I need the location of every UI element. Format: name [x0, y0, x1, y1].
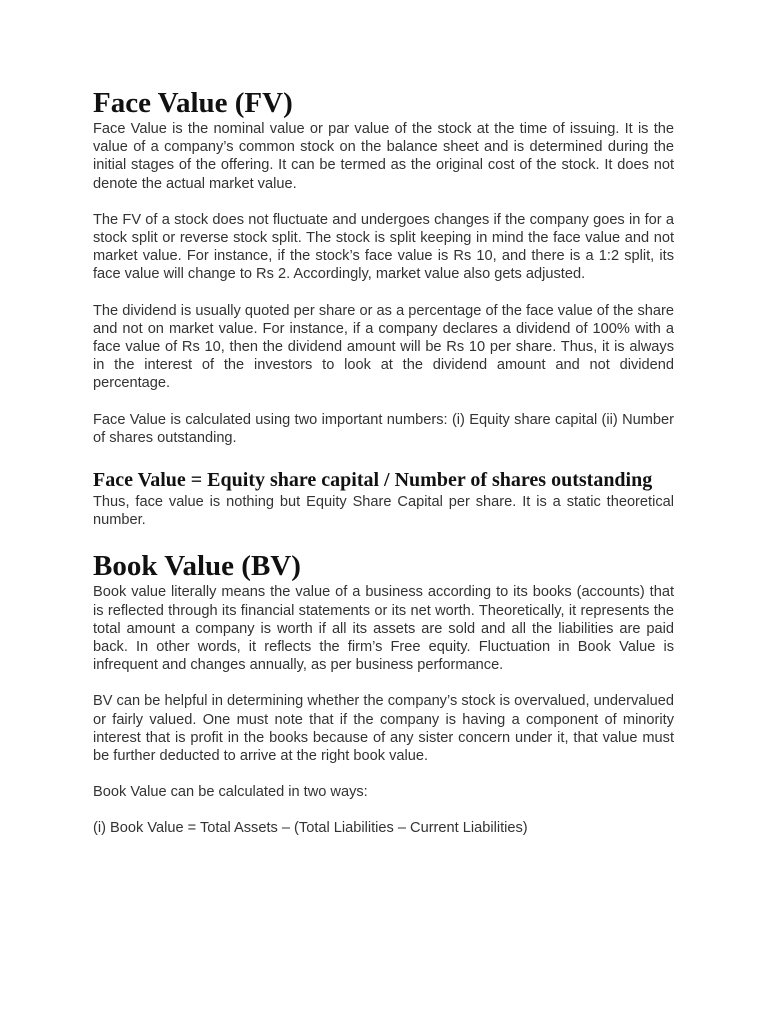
fv-paragraph-2: The FV of a stock does not fluctuate and undergoes changes if the company goes in for a stock split or reverse stock split. The stock is split keeping in mind the face value and not market value. For instance, if the stock’s face value is Rs 10, and there is a 1:2 split, its face value will change to Rs 2. Accordingly, market value also gets adjusted. — [93, 211, 674, 283]
fv-paragraph-4: Face Value is calculated using two important numbers: (i) Equity share capital (ii) Number of shares outstanding. — [93, 411, 674, 446]
fv-paragraph-3: The dividend is usually quoted per share or as a percentage of the face value of the share and not on market value. For instance, if a company declares a dividend of 100% with a face value of Rs 10, then the dividend amount will be Rs 10 per share. Thus, it is always in the interest of the investors to look at the dividend amount and not dividend percentage. — [93, 302, 674, 392]
bv-paragraph-2: BV can be helpful in determining whether the company’s stock is overvalued, undervalued or fairly valued. One must note that if the company is having a component of minority interest that is profit in the books because of any sister concern under it, that value must be further deducted to arrive at the right book value. — [93, 693, 674, 765]
face-value-formula: Face Value = Equity share capital / Number of shares outstanding — [93, 469, 653, 492]
bv-paragraph-1: Book value literally means the value of a business according to its books (accounts) that is reflected through its financial statements or its net worth. Theoretically, it represents the total amount a company is worth if all its assets are sold and all the liabilities are paid back. In other words, it reflects the firm’s Free equity. Fluctuation in Book Value is infrequent and changes annually, as per business performance. — [93, 584, 674, 674]
fv-formula-note: Thus, face value is nothing but Equity Share Capital per share. It is a static theoretical number. — [93, 494, 674, 529]
face-value-heading: Face Value (FV) — [93, 87, 293, 119]
bv-formula-1: (i) Book Value = Total Assets – (Total Liabilities – Current Liabilities) — [93, 820, 528, 837]
book-value-heading: Book Value (BV) — [93, 550, 301, 583]
bv-paragraph-3: Book Value can be calculated in two ways: — [93, 784, 368, 801]
fv-paragraph-1: Face Value is the nominal value or par value of the stock at the time of issuing. It is the value of a company’s common stock on the balance sheet and is determined during the initial stages of the offering. It can be termed as the original cost of the stock. It does not denote the actual market value. — [93, 121, 674, 192]
document-page — [93, 86, 674, 838]
